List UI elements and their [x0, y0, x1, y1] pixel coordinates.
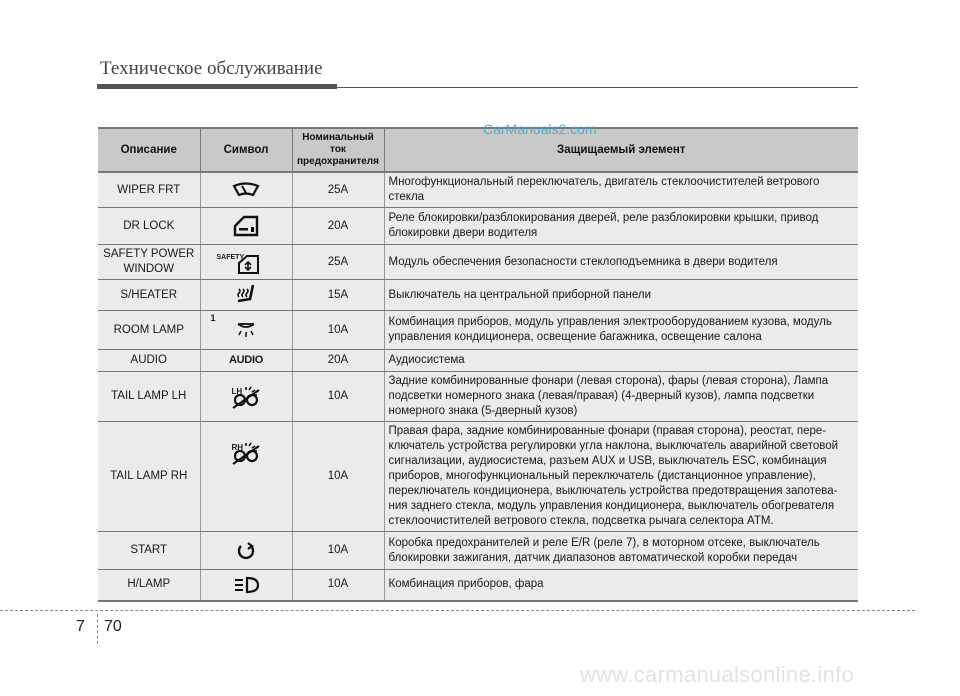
row-symbol [200, 532, 292, 570]
table-row [98, 422, 858, 532]
section-number: 7 [76, 618, 85, 635]
table-row [98, 245, 858, 280]
row-amp: 25A [292, 172, 384, 208]
room-lamp-index: 1 [210, 313, 216, 323]
row-symbol [200, 422, 292, 532]
row-amp: 20A [292, 208, 384, 245]
row-symbol [200, 311, 292, 350]
row-description: H/LAMP [98, 570, 200, 601]
row-symbol [200, 208, 292, 245]
table-header-row [98, 128, 858, 172]
column-header-rating: Номинальный ток предохранителя [292, 128, 384, 172]
row-symbol [200, 280, 292, 311]
row-symbol [200, 570, 292, 601]
row-amp: 15A [292, 280, 384, 311]
row-element: Комбинация приборов, фара [384, 570, 858, 601]
row-element: Реле блокировки/разблокирования дверей, реле разблокировки крышки, привод блокировки двери водителя [384, 208, 858, 245]
page-number: 70 [104, 618, 122, 635]
footer-rule [0, 610, 915, 611]
row-description: S/HEATER [98, 280, 200, 311]
table-row [98, 311, 858, 350]
audio-icon: AUDIO [229, 354, 263, 366]
row-description: ROOM LAMP [98, 311, 200, 350]
header-rule-thin [337, 87, 858, 88]
row-element: Задние комбинированные фонари (левая сторона), фары (левая сторона), Лампа подсветки номерного знака (левая/правая) (4-дверный кузов), лампа подсветки номерного знака (5-дверный кузов) [384, 372, 858, 422]
row-description: TAIL LAMP LH [98, 372, 200, 422]
table-row [98, 372, 858, 422]
row-amp: 25A [292, 245, 384, 280]
carmanuals-watermark: CarManuals2.com [483, 121, 597, 137]
tail-lamp-rh-label: RH [231, 443, 244, 452]
row-amp: 10A [292, 311, 384, 350]
row-description: TAIL LAMP RH [98, 422, 200, 532]
row-description: SAFETY POWER WINDOW [98, 245, 200, 280]
row-amp: 10A [292, 372, 384, 422]
table-row [98, 172, 858, 208]
row-element: Правая фара, задние комбинированные фонари (правая сторона), реостат, пере-ключатель устройства регулировки угла наклона, выключатель аварийной световой сигнализации, аудиосистема, разъем AUX и USB, выключатель ESC, комбинация приборов, многофункциональный переключатель (дистанционное управление), переключатель кондиционера, выключатель устройства предотвращения запотева-ния заднего стекла, модуль управления кондиционера, выключатель обогревателя стеклоочистителей ветрового стекла, подсветка рычага селектора АТМ. [384, 422, 858, 532]
headlamp-icon [232, 575, 260, 595]
column-header-symbol: Символ [200, 128, 292, 172]
row-element: Выключатель на центральной приборной панели [384, 280, 858, 311]
row-symbol [200, 245, 292, 280]
table-row [98, 280, 858, 311]
page-number-separator [97, 614, 98, 644]
row-description: AUDIO [98, 350, 200, 372]
column-header-description: Описание [98, 128, 200, 172]
row-element: Комбинация приборов, модуль управления электрооборудованием кузова, модуль управления кондиционера, освещение багажника, освещение салона [384, 311, 858, 350]
row-element: Многофункциональный переключатель, двигатель стеклоочистителей ветрового стекла [384, 172, 858, 208]
start-icon [234, 539, 258, 563]
row-description: START [98, 532, 200, 570]
table-row [98, 532, 858, 570]
row-element: Модуль обеспечения безопасности стеклоподъемника в двери водителя [384, 245, 858, 280]
table-row [98, 570, 858, 601]
header-rule-dark [97, 84, 337, 89]
row-amp: 10A [292, 422, 384, 532]
row-symbol [200, 372, 292, 422]
row-amp: 10A [292, 532, 384, 570]
page-header-title: Техническое обслуживание [100, 58, 323, 79]
seat-heater-icon [233, 283, 259, 307]
table-row [98, 350, 858, 372]
row-symbol [200, 172, 292, 208]
row-amp: 20A [292, 350, 384, 372]
room-lamp-icon [231, 319, 261, 341]
tail-lamp-lh-label: LH [231, 386, 243, 396]
row-element: Аудиосистема [384, 350, 858, 372]
door-lock-icon [232, 214, 260, 238]
row-symbol [200, 350, 292, 372]
safety-label: SAFETY [216, 254, 245, 261]
wiper-icon [231, 180, 261, 200]
table-row [98, 208, 858, 245]
site-watermark: www.carmanualsonline.info [580, 662, 855, 687]
row-description: DR LOCK [98, 208, 200, 245]
row-element: Коробка предохранителей и реле E/R (реле 7), в моторном отсеке, выключатель блокировки зажигания, датчик диапазонов автоматической коробки передач [384, 532, 858, 570]
fuse-table [98, 127, 858, 602]
row-description: WIPER FRT [98, 172, 200, 208]
column-header-protected-element: Защищаемый элемент [384, 128, 858, 172]
row-amp: 10A [292, 570, 384, 601]
